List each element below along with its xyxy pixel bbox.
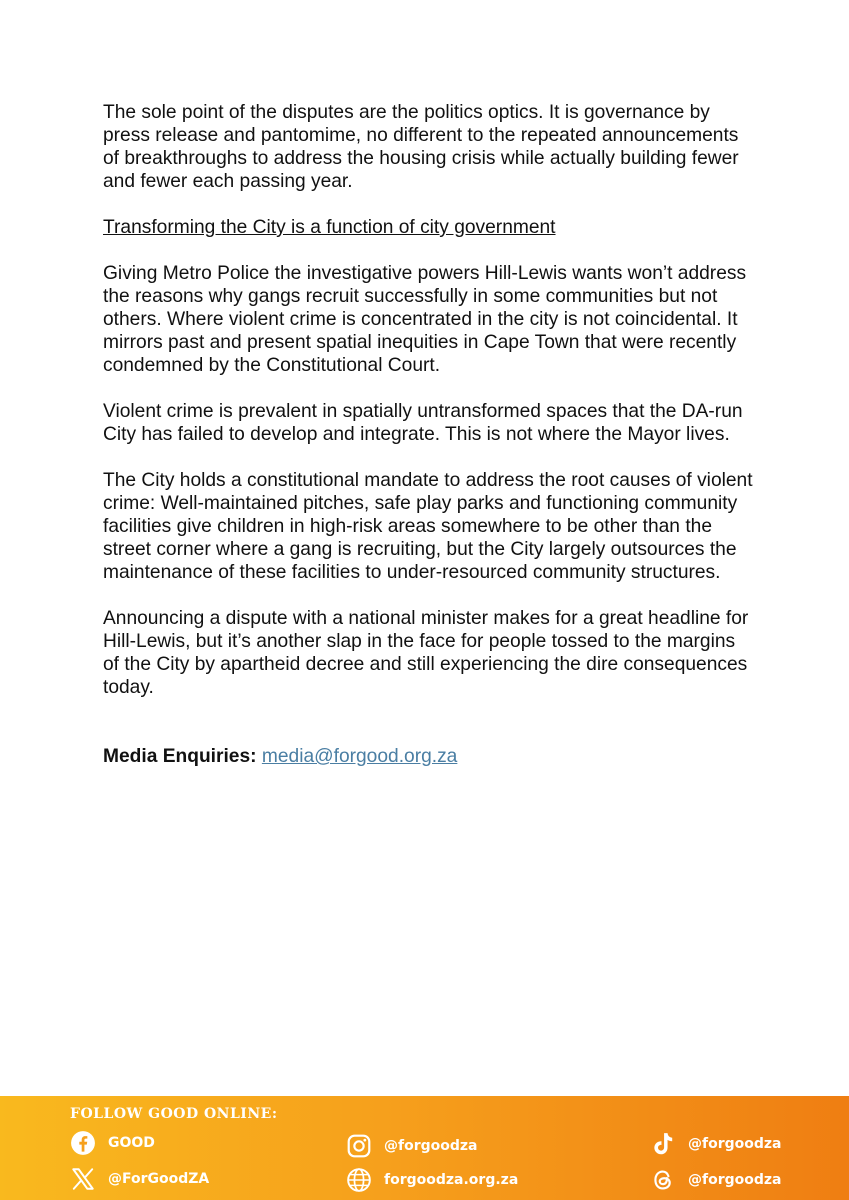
media-enquiries-label: Media Enquiries: [103, 746, 257, 767]
paragraph-4: The City holds a constitutional mandate to address the root causes of violent crime: Well-maintained pitches, safe play parks and functioning community facilities give children in high-risk areas somewhere to be other than the street corner where a gang is recruiting, but the City largely outsources the maintenance of these facilities to under-resourced community structures. [103, 470, 753, 583]
facebook-link[interactable] [70, 1130, 155, 1156]
instagram-icon [346, 1133, 372, 1159]
paragraph-1: The sole point of the disputes are the politics optics. It is governance by press release and pantomime, no different to the repeated announcements of breakthroughs to address the housing crisis while actually building fewer and fewer each passing year. [103, 102, 739, 192]
press-release-body [103, 101, 753, 791]
x-icon [70, 1166, 96, 1192]
section-heading: Transforming the City is a function of city government [103, 217, 556, 238]
facebook-icon [70, 1130, 96, 1156]
threads-handle: @forgoodza [688, 1172, 782, 1188]
media-enquiries [103, 745, 753, 768]
media-email-link[interactable]: media@forgood.org.za [261, 746, 458, 767]
paragraph-3: Violent crime is prevalent in spatially untransformed spaces that the DA-run City has failed to develop and integrate. This is not where the Mayor lives. [103, 401, 743, 445]
threads-link[interactable] [650, 1167, 782, 1193]
globe-icon [346, 1167, 372, 1193]
paragraph-5: Announcing a dispute with a national minister makes for a great headline for Hill-Lewis, but it’s another slap in the face for people tossed to the margins of the City by apartheid decree and still experiencing the dire consequences today. [103, 608, 749, 698]
facebook-handle: GOOD [108, 1135, 155, 1151]
website-url: forgoodza.org.za [384, 1172, 519, 1188]
tiktok-handle: @forgoodza [688, 1136, 782, 1152]
website-link[interactable] [346, 1167, 518, 1193]
threads-icon [650, 1167, 676, 1193]
footer-title: FOLLOW GOOD ONLINE: [70, 1106, 278, 1122]
paragraph-2: Giving Metro Police the investigative powers Hill-Lewis wants won’t address the reasons why gangs recruit successfully in some communities but not others. Where violent crime is concentrated in the city is not coincidental. It mirrors past and present spatial inequities in Cape Town that were recently condemned by the Constitutional Court. [103, 263, 747, 376]
tiktok-icon [650, 1131, 676, 1157]
x-link[interactable] [70, 1166, 209, 1192]
tiktok-link[interactable] [650, 1131, 782, 1157]
instagram-handle: @forgoodza [384, 1138, 478, 1154]
instagram-link[interactable] [346, 1133, 478, 1159]
x-handle: @ForGoodZA [108, 1171, 210, 1187]
